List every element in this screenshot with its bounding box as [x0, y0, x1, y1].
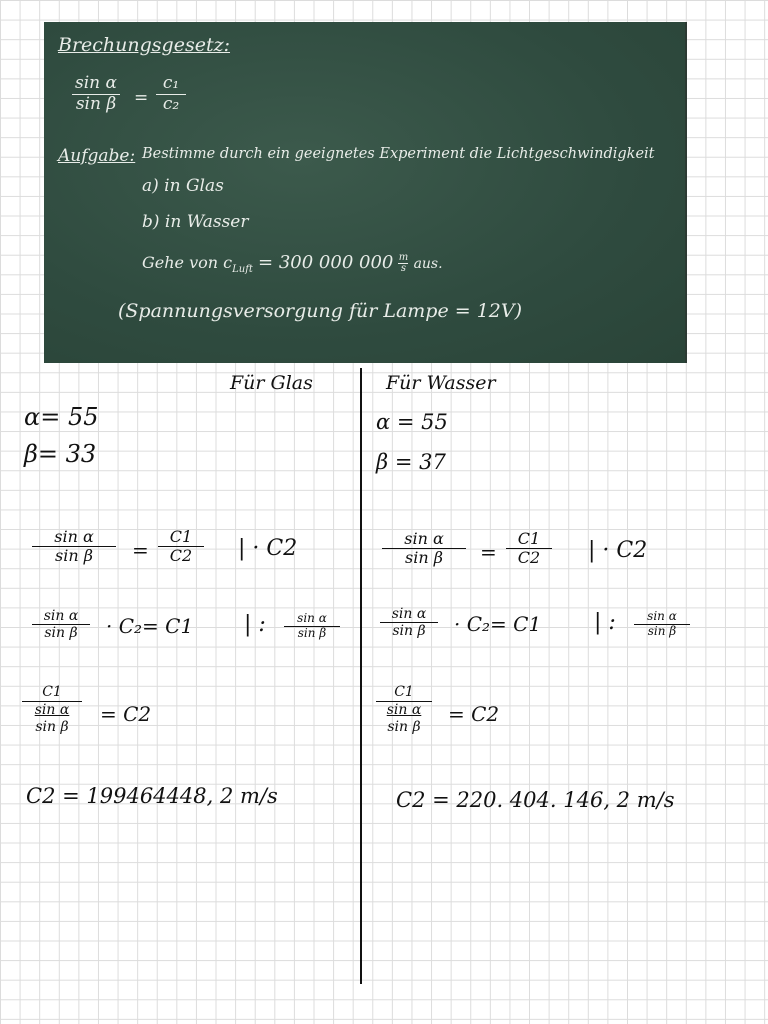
- formula-eq: =: [134, 88, 149, 108]
- formula-den-left: sin β: [75, 93, 117, 114]
- wasser-eq2-num: sin α: [391, 606, 427, 622]
- wasser-eq2-mid: · C₂= C1: [454, 612, 542, 636]
- board-title: Brechungsgesetz:: [58, 34, 231, 56]
- glas-eq2-onum: sin α: [297, 611, 327, 625]
- task-item-a: a) in Glas: [142, 176, 224, 196]
- glas-eq2-num: sin α: [43, 608, 79, 624]
- task-text: Bestimme durch ein geeignetes Experiment die Lichtgeschwindigkeit: [142, 146, 655, 162]
- glas-eq1-op: | · C2: [238, 536, 298, 561]
- task-label: Aufgabe:: [58, 146, 136, 166]
- wasser-eq1: [382, 530, 682, 580]
- wasser-eq2: [380, 606, 710, 656]
- glas-eq3-top: C1: [42, 684, 62, 700]
- given-end: aus.: [413, 256, 443, 272]
- glas-eq2-mid: · C₂= C1: [106, 614, 194, 638]
- given-sub: Luft: [232, 264, 253, 276]
- wasser-eq3-den: sin β: [387, 718, 421, 735]
- wasser-eq3-rhs: = C2: [448, 702, 500, 726]
- glas-eq1: [32, 528, 332, 578]
- glas-eq1-num: sin α: [54, 527, 94, 546]
- wasser-eq3-num: sin α: [386, 701, 422, 718]
- wasser-eq2-onum: sin α: [647, 609, 677, 623]
- glas-beta: β= 33: [24, 440, 97, 468]
- wasser-beta: β = 37: [376, 450, 446, 474]
- chalkboard: [44, 22, 687, 363]
- column-divider: [360, 368, 362, 984]
- given-unit-den: s: [400, 263, 407, 274]
- wasser-eq3-top: C1: [394, 684, 414, 700]
- glas-eq1-rden: C2: [169, 546, 193, 566]
- given-line: [142, 252, 502, 282]
- glas-eq3-num: sin α: [34, 701, 70, 718]
- task-item-b: b) in Wasser: [142, 212, 249, 232]
- wasser-eq1-rnum: C1: [517, 529, 541, 548]
- glas-eq2-den: sin β: [44, 625, 78, 642]
- wasser-eq2-op: | :: [594, 610, 616, 635]
- wasser-eq1-op: | · C2: [588, 538, 648, 563]
- wasser-eq1-num: sin α: [404, 529, 444, 548]
- glas-eq1-rnum: C1: [169, 527, 193, 546]
- wasser-eq3: [376, 684, 576, 754]
- glas-eq3: [22, 684, 222, 754]
- glas-heading: Für Glas: [230, 372, 313, 394]
- glas-eq2-op: | :: [244, 612, 266, 637]
- wasser-eq1-eq: =: [480, 540, 497, 564]
- glas-alpha: α= 55: [24, 403, 99, 431]
- glas-result: C2 = 199464448, 2 m/s: [26, 784, 278, 808]
- wasser-eq1-rden: C2: [517, 548, 541, 568]
- board-formula: [72, 74, 202, 134]
- wasser-alpha: α = 55: [376, 410, 448, 434]
- wasser-heading: Für Wasser: [386, 372, 496, 394]
- given-text: Gehe von c: [142, 253, 233, 272]
- wasser-eq2-den: sin β: [392, 623, 426, 640]
- glas-eq2-oden: sin β: [297, 625, 327, 640]
- wasser-result: C2 = 220. 404. 146, 2 m/s: [396, 788, 675, 812]
- glas-eq3-rhs: = C2: [100, 702, 152, 726]
- wasser-eq2-oden: sin β: [647, 623, 677, 638]
- wasser-eq1-den: sin β: [405, 548, 443, 568]
- formula-den-right: c₂: [162, 93, 180, 114]
- formula-num-right: c₁: [162, 73, 180, 93]
- glas-eq1-eq: =: [132, 538, 149, 562]
- glas-eq2: [32, 608, 352, 658]
- formula-num-left: sin α: [75, 73, 117, 93]
- chalkboard-photo: [44, 22, 687, 363]
- given-unit-num: m: [398, 252, 409, 263]
- glas-eq1-den: sin β: [55, 546, 93, 566]
- glas-eq3-den: sin β: [35, 718, 69, 735]
- supply-note: (Spannungsversorgung für Lampe = 12V): [118, 300, 523, 322]
- given-value: = 300 000 000: [258, 252, 394, 273]
